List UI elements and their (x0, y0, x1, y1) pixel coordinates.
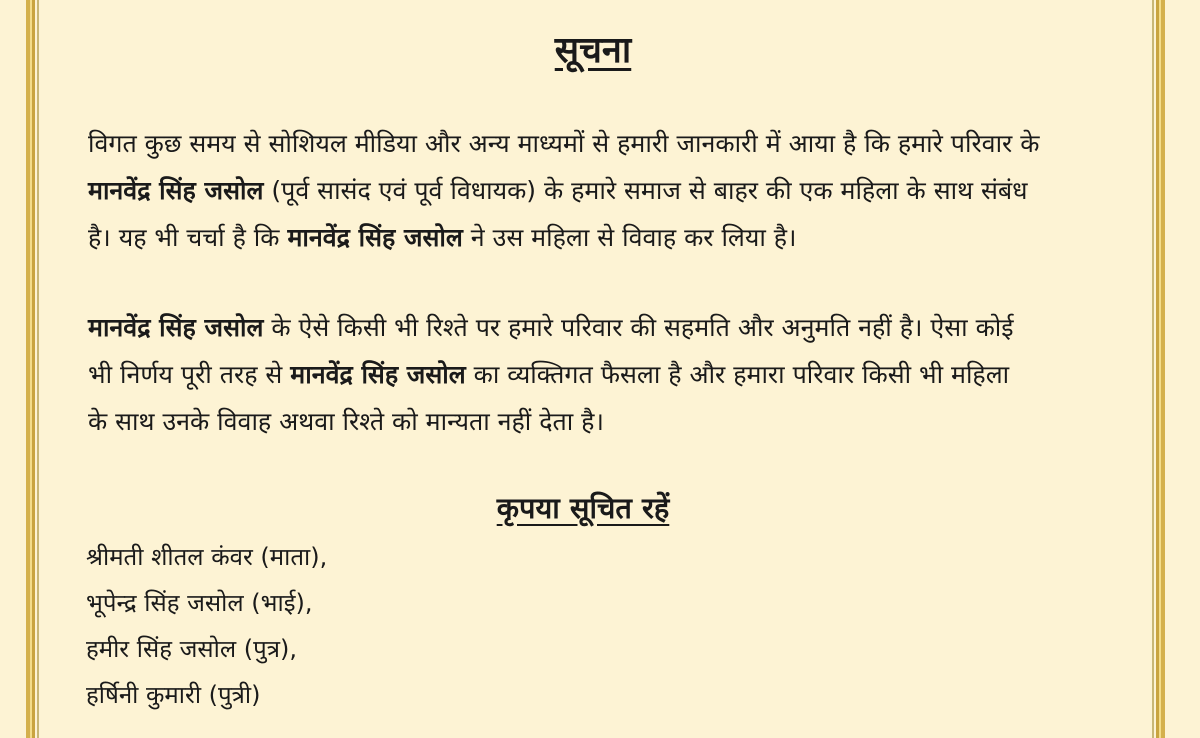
notice-subtitle: कृपया सूचित रहें (496, 491, 670, 525)
bold-name-text: मानवेंद्र सिंह जसोल (88, 176, 264, 205)
paragraph-line (88, 120, 1148, 167)
notice-paragraph-1 (88, 120, 1148, 261)
text-segment: भी निर्णय पूरी तरह से (88, 360, 291, 389)
paragraph-line (88, 304, 1148, 351)
signatory: हमीर सिंह जसोल (पुत्र), (86, 635, 297, 663)
text-segment: ने उस महिला से विवाह कर लिया है। (462, 223, 797, 252)
notice-title: सूचना (554, 30, 632, 71)
paragraph-line (88, 214, 1148, 261)
signatory: भूपेन्द्र सिंह जसोल (भाई), (86, 589, 313, 617)
bold-name-text: मानवेंद्र सिंह जसोल (290, 360, 466, 389)
right-border-decoration (1152, 0, 1166, 738)
text-segment: विगत कुछ समय से सोशियल मीडिया और अन्य माध्यमों से हमारी जानकारी में आया है कि हमारे परिवार के (88, 129, 1040, 158)
text-segment: है। यह भी चर्चा है कि (88, 223, 288, 252)
text-segment: के ऐसे किसी भी रिश्ते पर हमारे परिवार की सहमति और अनुमति नहीं है। ऐसा कोई (263, 313, 1014, 342)
text-segment: के साथ उनके विवाह अथवा रिश्ते को मान्यता नहीं देता है। (88, 407, 604, 436)
paragraph-line (88, 351, 1148, 398)
notice-paragraph-2 (88, 304, 1148, 445)
left-border-decoration (26, 0, 40, 738)
paragraph-line (88, 398, 1148, 445)
bold-name-text: मानवेंद्र सिंह जसोल (287, 223, 463, 252)
signatories-list (86, 534, 327, 718)
text-segment: (पूर्व सासंद एवं पूर्व विधायक) के हमारे समाज से बाहर की एक महिला के साथ संबंध (263, 176, 1028, 205)
text-segment: का व्यक्तिगत फैसला है और हमारा परिवार किसी भी महिला (465, 360, 1010, 389)
paragraph-line (88, 167, 1148, 214)
bold-name-text: मानवेंद्र सिंह जसोल (88, 313, 264, 342)
signatory: हर्षिनी कुमारी (पुत्री) (86, 681, 261, 709)
signatory: श्रीमती शीतल कंवर (माता), (86, 543, 328, 571)
